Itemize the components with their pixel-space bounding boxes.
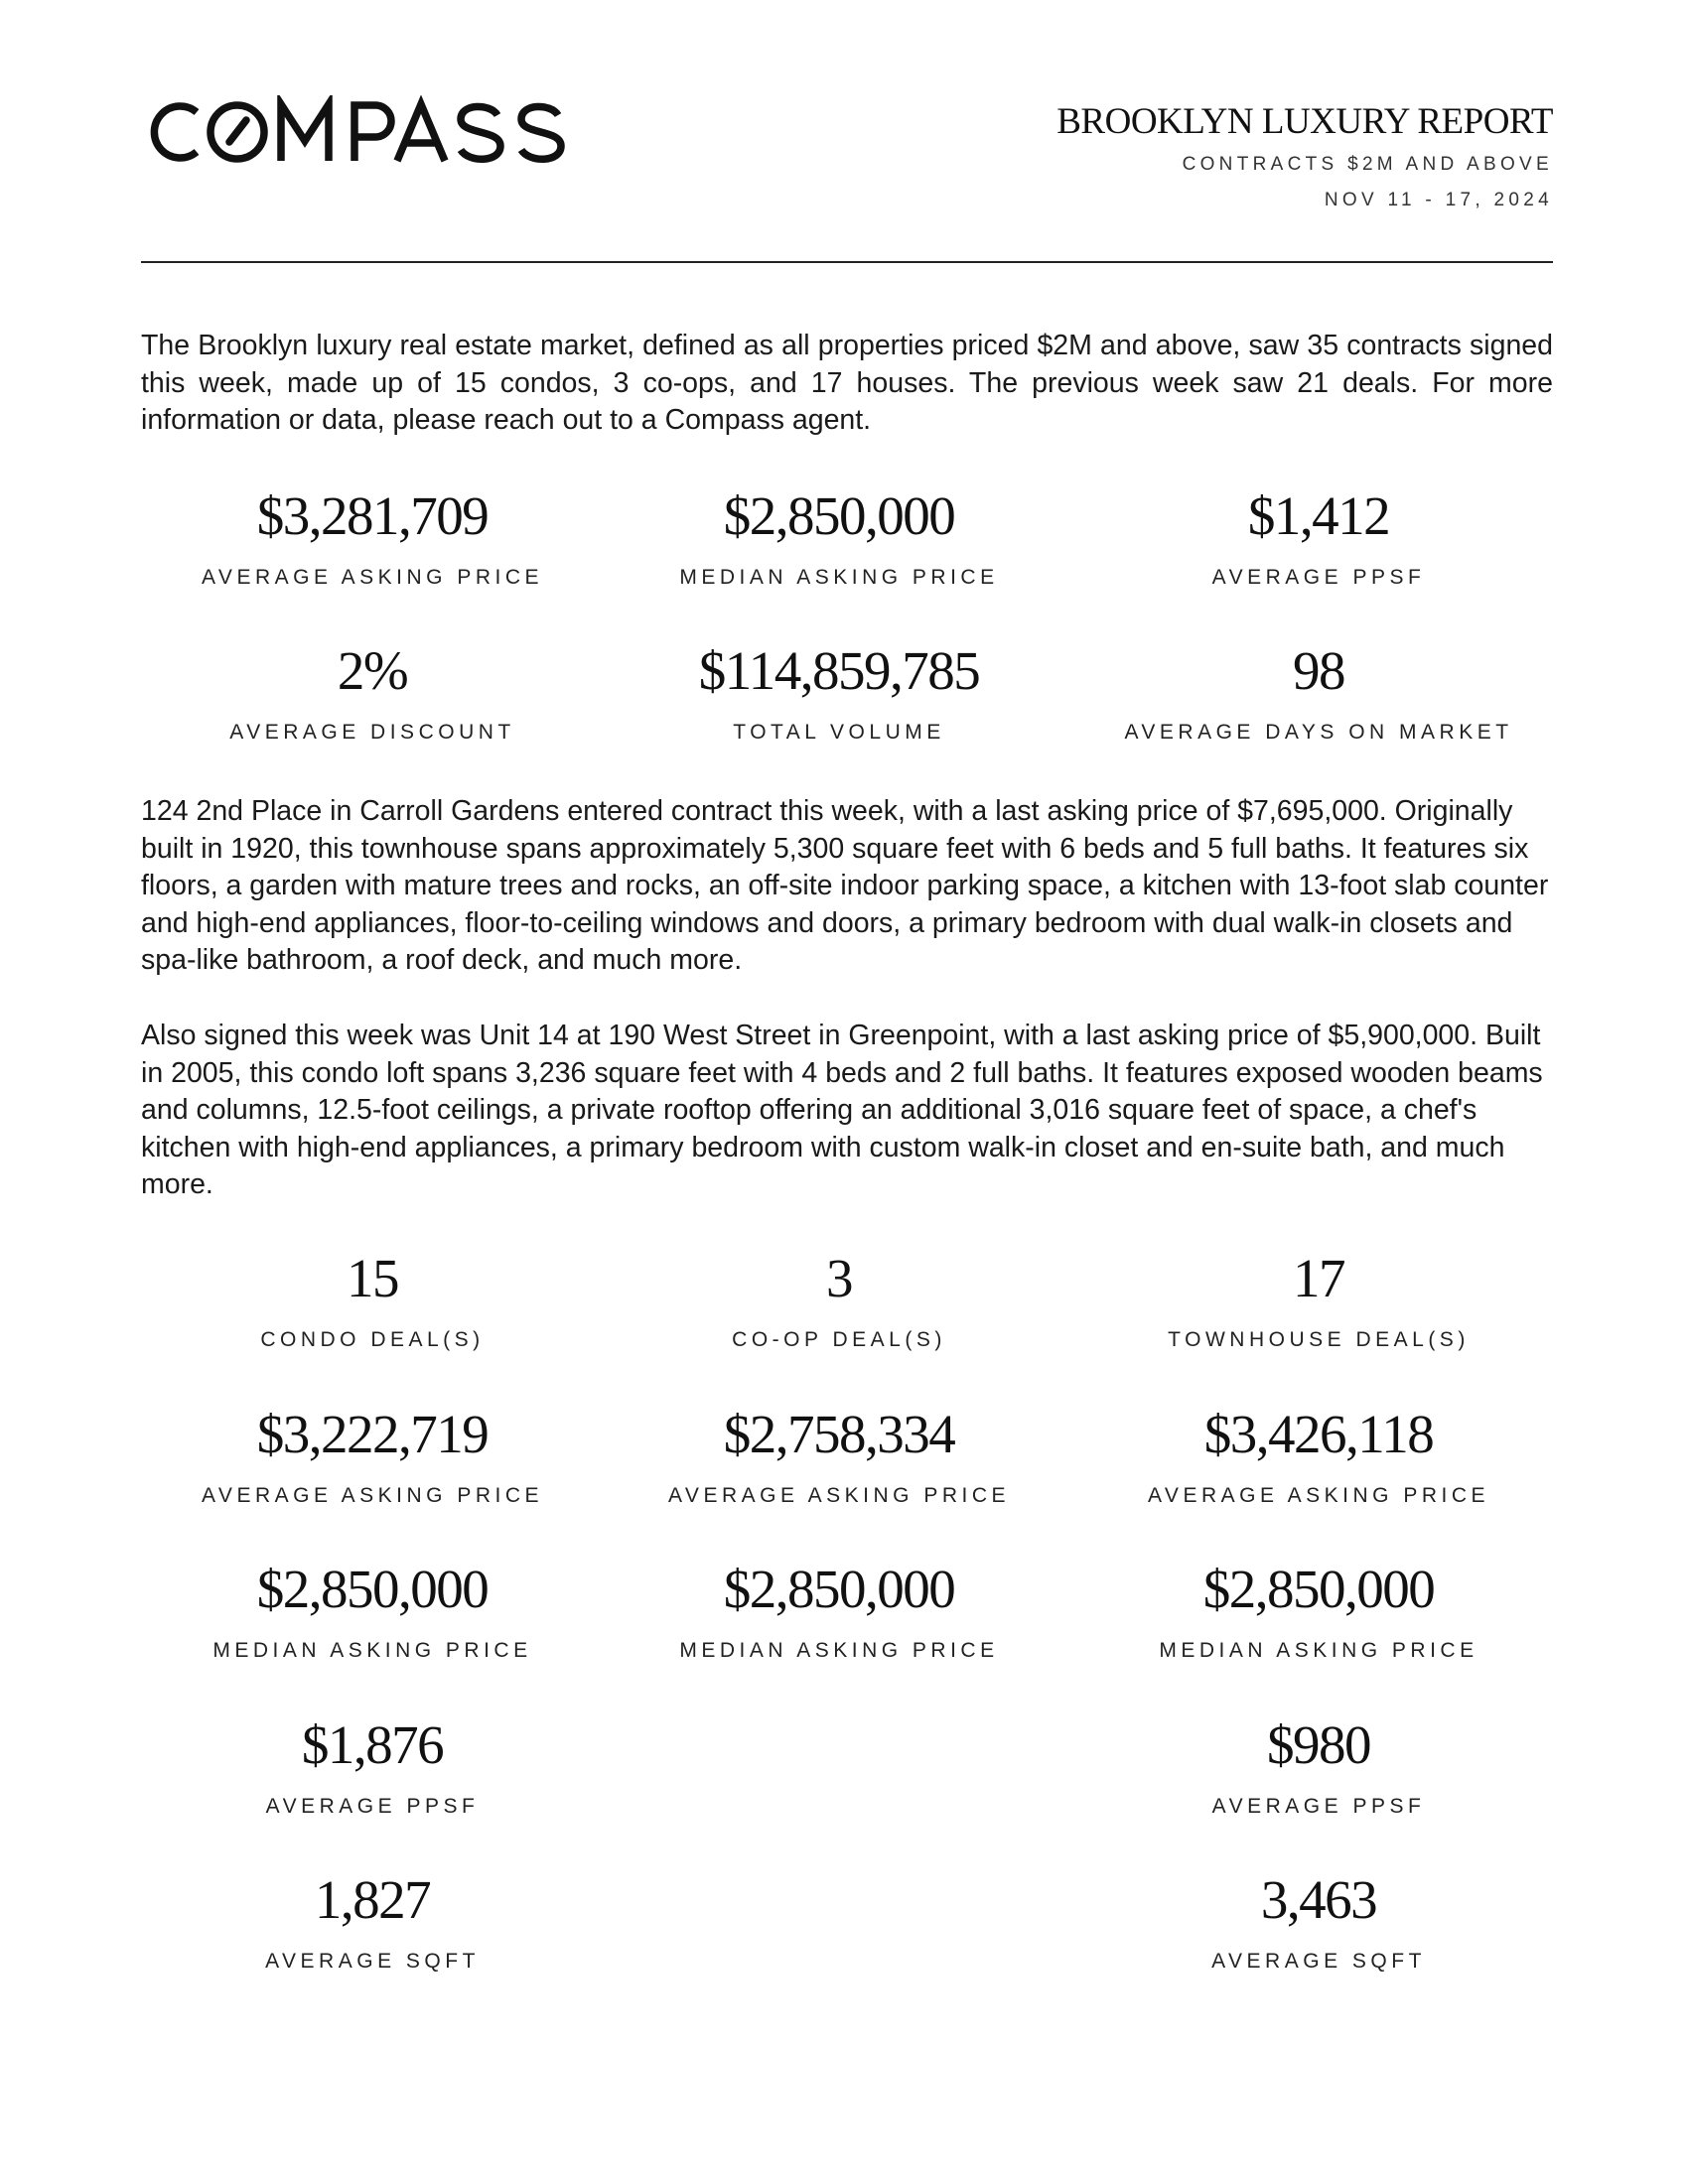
condo-avg-sqft bbox=[139, 1867, 606, 1975]
report-subtitle: CONTRACTS $2M AND ABOVE bbox=[1182, 154, 1553, 175]
condo-median-asking-price bbox=[139, 1557, 606, 1664]
stat-value: 98 bbox=[1293, 640, 1344, 701]
header-divider bbox=[141, 261, 1553, 263]
report-title: BROOKLYN LUXURY REPORT bbox=[1056, 101, 1553, 142]
stat-value: $980 bbox=[1267, 1714, 1370, 1775]
stat-value: $3,426,118 bbox=[1203, 1404, 1434, 1464]
stat-label: TOTAL VOLUME bbox=[733, 721, 945, 744]
stat-value: $1,412 bbox=[1247, 485, 1390, 546]
coop-median-asking-price bbox=[606, 1557, 1072, 1664]
stat-value: $3,281,709 bbox=[256, 485, 489, 546]
stat-value: $2,850,000 bbox=[256, 1559, 489, 1619]
townhouse-avg-ppsf bbox=[1085, 1712, 1552, 1820]
intro-paragraph: The Brooklyn luxury real estate market, defined as all properties priced $2M and above, saw 35 contracts signed this week, made up of 15 condos, 3 co-ops, and 17 houses. The previous week saw 21 deals. For more information or data, please reach out to a Compass agent. bbox=[141, 330, 1553, 436]
summary-median-asking-price bbox=[606, 483, 1072, 591]
stat-value: 3 bbox=[826, 1248, 852, 1308]
stat-value: 2% bbox=[337, 640, 408, 701]
summary-avg-days-on-market bbox=[1085, 638, 1552, 746]
stat-value: $2,758,334 bbox=[723, 1404, 955, 1464]
summary-avg-ppsf bbox=[1085, 483, 1552, 591]
stat-label: MEDIAN ASKING PRICE bbox=[212, 1639, 532, 1662]
townhouse-avg-sqft bbox=[1085, 1867, 1552, 1975]
stat-value: $114,859,785 bbox=[698, 640, 980, 701]
coop-avg-asking-price bbox=[606, 1402, 1072, 1509]
townhouse-median-asking-price bbox=[1085, 1557, 1552, 1664]
highlight-paragraph-1: 124 2nd Place in Carroll Gardens entered contract this week, with a last asking price of $7,695,000. Originally built in 1920, this townhouse spans approximately 5,300 square feet with 6 beds and 5 full baths. It features six floors, a garden with mature trees and rocks, an off-site indoor parking space, a kitchen with 13-foot slab counter and high-end appliances, floor-to-ceiling windows and doors, a primary bedroom with dual walk-in closets and spa-like bathroom, a roof deck, and much more. bbox=[141, 795, 1549, 976]
stat-label: AVERAGE DISCOUNT bbox=[229, 721, 515, 744]
summary-avg-discount bbox=[139, 638, 606, 746]
stat-value: $3,222,719 bbox=[256, 1404, 489, 1464]
condo-avg-asking-price bbox=[139, 1402, 606, 1509]
stat-label: AVERAGE PPSF bbox=[1211, 566, 1426, 589]
stat-label: CONDO DEAL(S) bbox=[260, 1328, 485, 1351]
compass-logo bbox=[141, 95, 568, 169]
stat-label: CO-OP DEAL(S) bbox=[732, 1328, 946, 1351]
summary-avg-asking-price bbox=[139, 483, 606, 591]
stat-value: 15 bbox=[347, 1248, 398, 1308]
stat-value: 3,463 bbox=[1260, 1869, 1377, 1930]
townhouse-avg-asking-price bbox=[1085, 1402, 1552, 1509]
stat-label: AVERAGE PPSF bbox=[265, 1795, 480, 1818]
stat-label: AVERAGE ASKING PRICE bbox=[667, 1484, 1011, 1507]
stat-label: AVERAGE ASKING PRICE bbox=[201, 566, 544, 589]
highlight-paragraph-2: Also signed this week was Unit 14 at 190 West Street in Greenpoint, with a last asking price of $5,900,000. Built in 2005, this condo loft spans 3,236 square feet with 4 beds and 2 full baths. It features exposed wooden beams and columns, 12.5-foot ceilings, a private rooftop offering an additional 3,016 square feet of space, a chef's kitchen with high-end appliances, a primary bedroom with custom walk-in closet and en-suite bath, and much more. bbox=[141, 1020, 1543, 1200]
stat-value: $2,850,000 bbox=[723, 1559, 955, 1619]
stat-label: AVERAGE PPSF bbox=[1211, 1795, 1426, 1818]
condo-avg-ppsf bbox=[139, 1712, 606, 1820]
stat-label: AVERAGE SQFT bbox=[1211, 1950, 1426, 1973]
stat-value: $2,850,000 bbox=[1202, 1559, 1435, 1619]
stat-value: 1,827 bbox=[314, 1869, 431, 1930]
stat-label: AVERAGE SQFT bbox=[265, 1950, 480, 1973]
stat-label: AVERAGE ASKING PRICE bbox=[1147, 1484, 1490, 1507]
stat-label: AVERAGE ASKING PRICE bbox=[201, 1484, 544, 1507]
stat-label: AVERAGE DAYS ON MARKET bbox=[1124, 721, 1513, 744]
stat-label: MEDIAN ASKING PRICE bbox=[679, 566, 999, 589]
stat-label: MEDIAN ASKING PRICE bbox=[1159, 1639, 1478, 1662]
stat-value: $2,850,000 bbox=[723, 485, 955, 546]
stat-label: MEDIAN ASKING PRICE bbox=[679, 1639, 999, 1662]
report-header bbox=[1056, 97, 1553, 218]
coop-deals bbox=[606, 1246, 1072, 1353]
report-date-range: NOV 11 - 17, 2024 bbox=[1324, 190, 1553, 210]
stat-value: $1,876 bbox=[301, 1714, 444, 1775]
stat-label: TOWNHOUSE DEAL(S) bbox=[1168, 1328, 1470, 1351]
condo-deals bbox=[139, 1246, 606, 1353]
townhouse-deals bbox=[1085, 1246, 1552, 1353]
summary-total-volume bbox=[606, 638, 1072, 746]
stat-value: 17 bbox=[1293, 1248, 1344, 1308]
